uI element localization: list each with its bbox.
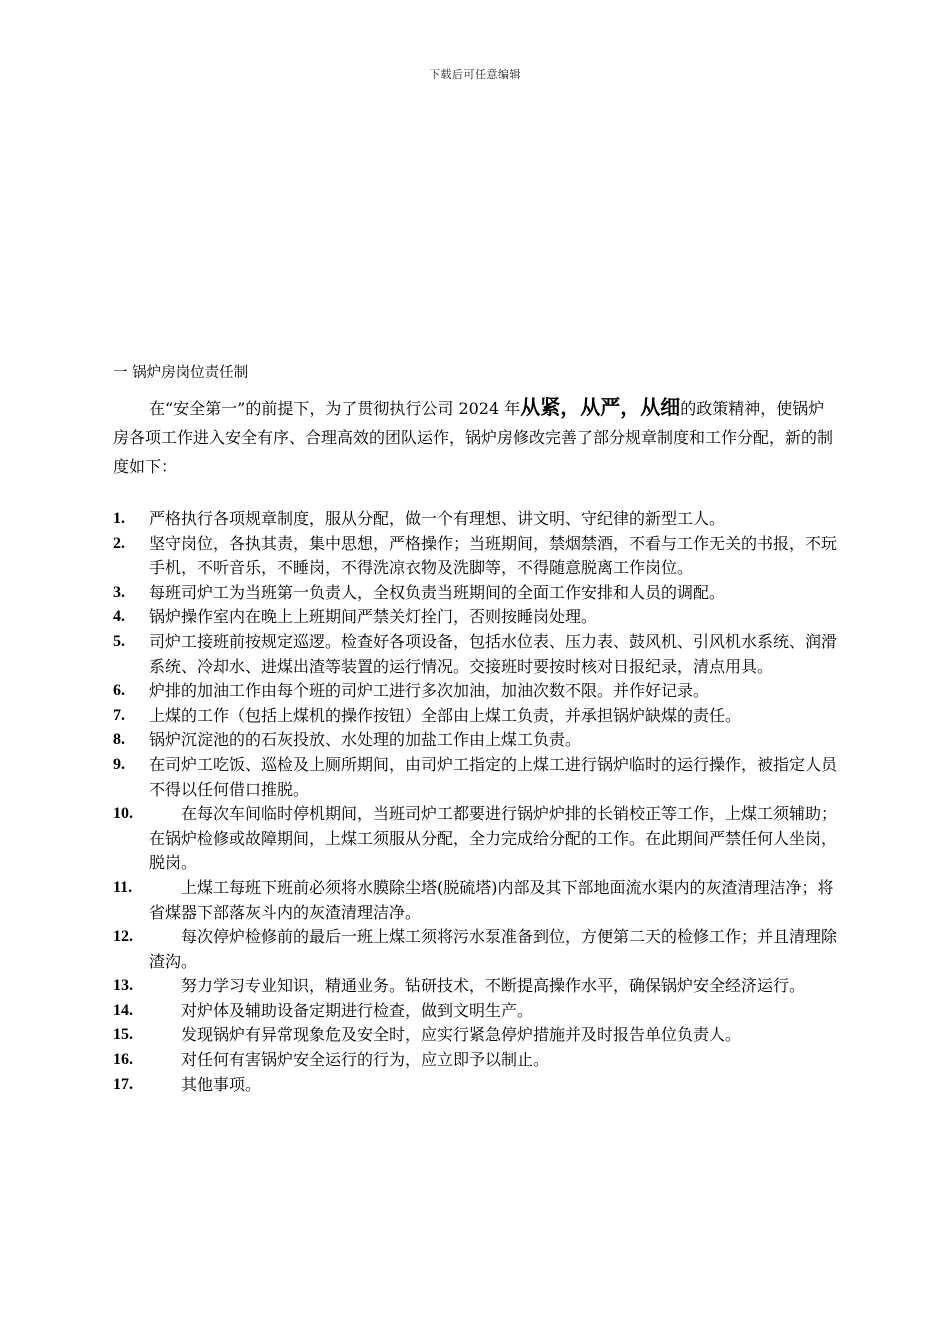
rule-number: 16. [113, 1051, 133, 1069]
rule-number: 2. [113, 534, 125, 552]
header-note: 下载后可任意编辑 [429, 68, 521, 81]
rule-text: 严格执行各项规章制度，服从分配，做一个有理想、讲文明、守纪律的新型工人。 [149, 509, 726, 528]
rule-item [113, 605, 840, 630]
rule-number: 5. [113, 632, 125, 650]
rule-number: 17. [113, 1075, 133, 1093]
rule-number: 9. [113, 755, 125, 773]
rule-number: 15. [113, 1026, 133, 1044]
rule-number: 14. [113, 1001, 133, 1019]
rule-number: 6. [113, 682, 125, 700]
rule-text: 其他事项。 [181, 1074, 262, 1094]
rule-text: 努力学习专业知识，精通业务。钻研技术，不断提高操作水平，确保锅炉安全经济运行。 [181, 976, 806, 996]
rule-number: 1. [113, 510, 125, 527]
rule-text: 对炉体及辅助设备定期进行检查，做到文明生产。 [181, 1000, 534, 1020]
rule-item [113, 876, 840, 925]
rule-text: 锅炉操作室内在晚上上班期间严禁关灯拴门，否则按睡岗处理。 [149, 607, 598, 627]
rule-number: 7. [113, 706, 125, 724]
rule-text: 坚守岗位，各执其责，集中思想，严格操作；当班期间，禁烟禁酒，不看与工作无关的书报，不玩手机，不听音乐，不睡岗，不得洗凉衣物及洗脚等，不得随意脱离工作岗位。 [149, 533, 838, 578]
rule-text: 发现锅炉有异常现象危及安全时，应实行紧急停炉措施并及时报告单位负责人。 [181, 1025, 742, 1045]
intro-after: 的政策精神，使锅炉房各项工作进入安全有序、合理高效的团队运作，锅炉房修改完善了部分规章制度和工作分配，新的制度如下： [113, 399, 834, 476]
rule-text: 锅炉沉淀池的的石灰投放、水处理的加盐工作由上煤工负责。 [149, 730, 582, 750]
section-heading: 一 锅炉房岗位责任制 [113, 365, 249, 381]
rule-number: 11. [113, 878, 133, 896]
intro-text [113, 393, 840, 481]
rule-item [113, 728, 840, 753]
rule-number: 12. [113, 928, 133, 946]
rule-text: 炉排的加油工作由每个班的司炉工进行多次加油，加油次数不限。并作好记录。 [149, 681, 710, 701]
rule-item [113, 704, 840, 729]
rule-text: 对任何有害锅炉安全运行的行为，应立即予以制止。 [181, 1050, 550, 1070]
rule-text: 上煤工每班下班前必须将水膜除尘塔(脱硫塔)内部及其下部地面流水渠内的灰渣清理洁净；将省煤器下部落灰斗内的灰渣清理洁净。 [149, 877, 834, 922]
rule-item [113, 1048, 840, 1073]
rule-item [113, 925, 840, 974]
rule-item [113, 753, 840, 802]
rule-text: 每次停炉检修前的最后一班上煤工须将污水泵准备到位，方便第二天的检修工作；并且清理除渣沟。 [149, 927, 838, 971]
rule-item [113, 1073, 840, 1098]
intro-paragraph [113, 393, 840, 481]
rule-text: 上煤的工作（包括上煤机的操作按钮）全部由上煤工负责，并承担锅炉缺煤的责任。 [149, 705, 742, 725]
rule-item [113, 999, 840, 1024]
rule-text: 每班司炉工为当班第一负责人，全权负责当班期间的全面工作安排和人员的调配。 [149, 582, 726, 602]
rule-number: 10. [113, 805, 133, 823]
rule-item [113, 802, 840, 876]
rule-number: 3. [113, 583, 125, 601]
rule-text: 在司炉工吃饭、巡检及上厕所期间，由司炉工指定的上煤工进行锅炉临时的运行操作，被指定人员不得以任何借口推脱。 [149, 754, 838, 799]
rule-item [113, 679, 840, 704]
rule-number: 13. [113, 977, 133, 995]
rule-item [113, 507, 840, 532]
rule-text: 在每次车间临时停机期间，当班司炉工都要进行锅炉炉排的长销校正等工作，上煤工须辅助；在锅炉检修或故障期间，上煤工须服从分配，全力完成给分配的工作。在此期间严禁任何人坐岗，脱岗。 [149, 804, 838, 873]
rule-text: 司炉工接班前按规定巡逻。检查好各项设备，包括水位表、压力表、鼓风机、引风机水系统、润滑系统、冷却水、进煤出渣等装置的运行情况。交接班时要按时核对日报纪录，清点用具。 [149, 631, 838, 676]
rules-list [113, 507, 840, 1097]
rule-item [113, 581, 840, 606]
intro-emphasis: 从紧，从严，从细 [520, 395, 681, 419]
rule-item [113, 974, 840, 999]
rule-item [113, 630, 840, 679]
rule-number: 8. [113, 731, 125, 749]
rule-item [113, 1023, 840, 1048]
rule-item [113, 532, 840, 581]
intro-before: 在“安全第一”的前提下，为了贯彻执行公司 2024 年 [149, 399, 521, 418]
rule-number: 4. [113, 608, 125, 626]
